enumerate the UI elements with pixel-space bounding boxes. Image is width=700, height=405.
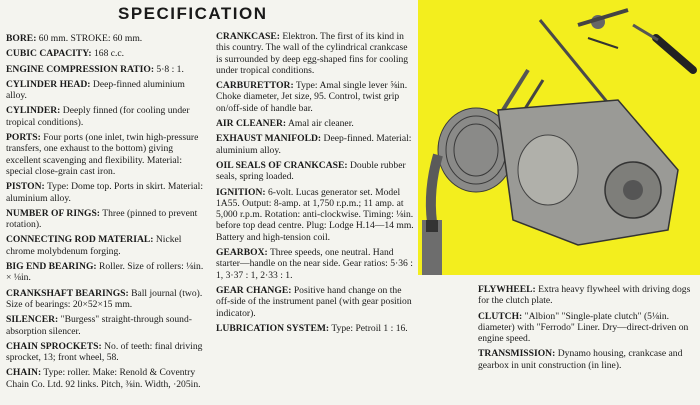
spec-label: EXHAUST MANIFOLD: [216, 133, 322, 145]
spec-entry [478, 284, 696, 307]
spec-label: BORE: [6, 33, 37, 44]
spec-label: CUBIC CAPACITY: [6, 48, 92, 60]
spec-value: Positive hand change on the off-side of the instrument panel (with gear position indicator). [216, 284, 412, 319]
spec-value: Extra heavy flywheel with driving dogs for the clutch plate. [478, 284, 691, 307]
spec-label: CRANKCASE: [216, 31, 280, 42]
spec-value: Dynamo housing, crankcase and gearbox in unit construction (in line). [478, 348, 683, 371]
spec-value: Roller. Size of rollers: ⅛in. × ⅛in. [6, 261, 204, 284]
spec-label: CYLINDER HEAD: [6, 78, 91, 90]
spec-value: Four ports (one inlet, twin high-pressure transfers, one exhaust to the bottom) giving excellent scavenging and flexibility. Material: special close-grain cast iron. [6, 132, 199, 177]
spec-entry [6, 367, 206, 390]
spec-label: LUBRICATION SYSTEM: [216, 322, 330, 334]
spec-label: CHAIN: [6, 367, 42, 379]
spec-label: FLYWHEEL: [478, 284, 536, 295]
spec-entry [216, 80, 416, 114]
spec-entry [6, 48, 206, 59]
spec-entry [6, 314, 206, 337]
spec-entry [216, 160, 416, 183]
spec-label: CONNECTING ROD MATERIAL: [6, 234, 154, 246]
spec-label: GEARBOX: [216, 247, 268, 259]
engine-photo [418, 0, 700, 275]
spec-label: NUMBER OF RINGS: [6, 207, 100, 219]
spec-label: PISTON: [6, 181, 45, 193]
spec-entry [6, 261, 206, 284]
spec-value: "Albion" "Single-plate clutch" (5⅛in. diameter) with "Ferrodo" Liner. Dry—direct-driven on engine speed. [478, 310, 689, 345]
spec-entry [6, 208, 206, 231]
engine-illustration [418, 0, 700, 275]
spec-value: 60 mm. STROKE: 60 mm. [38, 33, 143, 44]
spec-value: Amal air cleaner. [287, 118, 354, 130]
spec-value: Type: Dome top. Ports in skirt. Material: aluminium alloy. [6, 181, 203, 204]
spec-entry [6, 288, 206, 311]
spec-label: AIR CLEANER: [216, 118, 287, 130]
spec-label: GEAR CHANGE: [216, 284, 292, 296]
spec-value: Deep-finned aluminium alloy. [6, 78, 185, 102]
spec-entry [216, 118, 416, 129]
spec-entry [6, 105, 206, 128]
spec-label: TRANSMISSION: [478, 348, 556, 360]
spec-column-3 [478, 284, 696, 375]
spec-column-2 [216, 31, 416, 338]
spec-label: ENGINE COMPRESSION RATIO: [6, 63, 155, 75]
spec-entry [216, 323, 416, 334]
spec-label: OIL SEALS OF CRANKCASE: [216, 159, 348, 171]
spec-entry [6, 79, 206, 102]
spec-value: "Burgess" straight-through sound-absorption silencer. [6, 314, 192, 337]
spec-entry [216, 187, 416, 243]
spec-entry [216, 285, 416, 319]
spec-value: Type: roller. Make: Renold & Coventry Chain Co. Ltd. 92 links. Pitch, ⅜in. Width, ·205in. [6, 367, 201, 390]
spec-value: Elektron. The first of its kind in this country. The wall of the cylindrical crankcase is surrounded by deep egg-shaped fins for cooling under tropical conditions. [216, 31, 409, 76]
spec-entry [6, 64, 206, 75]
spec-value: No. of teeth: final driving sprocket, 13; front wheel, 58. [6, 340, 203, 364]
page-title: SPECIFICATION [118, 4, 268, 23]
spec-value: Nickel chrome molybdenum forging. [6, 234, 182, 257]
spec-value: Three speeds, one neutral. Hand starter—handle on the near side. Gear ratios: 5·36 : 1, 3·37 : 1, 2·33 : 1. [216, 247, 413, 281]
spec-label: CYLINDER: [6, 105, 61, 117]
spec-label: CARBURETTOR: [216, 80, 294, 92]
spec-value: Three (pinned to prevent rotation). [6, 207, 198, 231]
spec-label: BIG END BEARING: [6, 261, 97, 273]
spec-entry [6, 132, 206, 177]
spec-value: Double rubber seals, spring loaded. [216, 159, 406, 183]
spec-value: Deeply finned (for cooling under tropical conditions). [6, 105, 190, 128]
spec-entry [216, 31, 416, 76]
spec-entry [6, 341, 206, 364]
spec-label: CHAIN SPROCKETS: [6, 340, 102, 352]
spec-entry [478, 348, 696, 371]
spec-value: Type: Amal single lever ⅝in. Choke diameter, Jet size, 95. Control, twist grip on/off-side of handle bar. [216, 80, 408, 114]
spec-entry [478, 311, 696, 345]
spec-entry [6, 181, 206, 204]
spec-label: CRANKSHAFT BEARINGS: [6, 287, 129, 299]
spec-label: IGNITION: [216, 186, 266, 198]
spec-entry [6, 33, 206, 44]
spec-label: PORTS: [6, 132, 41, 144]
spec-value: Ball journal (two). Size of bearings: 20×52×15 mm. [6, 287, 203, 310]
spec-entry [216, 247, 416, 281]
spec-label: CLUTCH: [478, 310, 523, 322]
spec-value: Type: Petroil 1 : 16. [331, 322, 408, 334]
spec-label: SILENCER: [6, 314, 59, 326]
spec-entry [216, 133, 416, 156]
spec-value: 6-volt. Lucas generator set. Model 1A55. Output: 8-amp. at 1,750 r.p.m.; 11 amp. at 5,000 r.p.m. Rotation: anti-clockwise. Timing: ⅛in. before top dead centre. Plug: Lodge H.14—14 mm. Battery and high-tension coil. [216, 186, 414, 243]
spec-value: Deep-finned. Material: aluminium alloy. [216, 133, 412, 156]
spec-value: 5·8 : 1. [156, 63, 184, 75]
spec-value: 168 c.c. [93, 48, 125, 60]
spec-entry [6, 234, 206, 257]
spec-column-1 [6, 33, 206, 394]
